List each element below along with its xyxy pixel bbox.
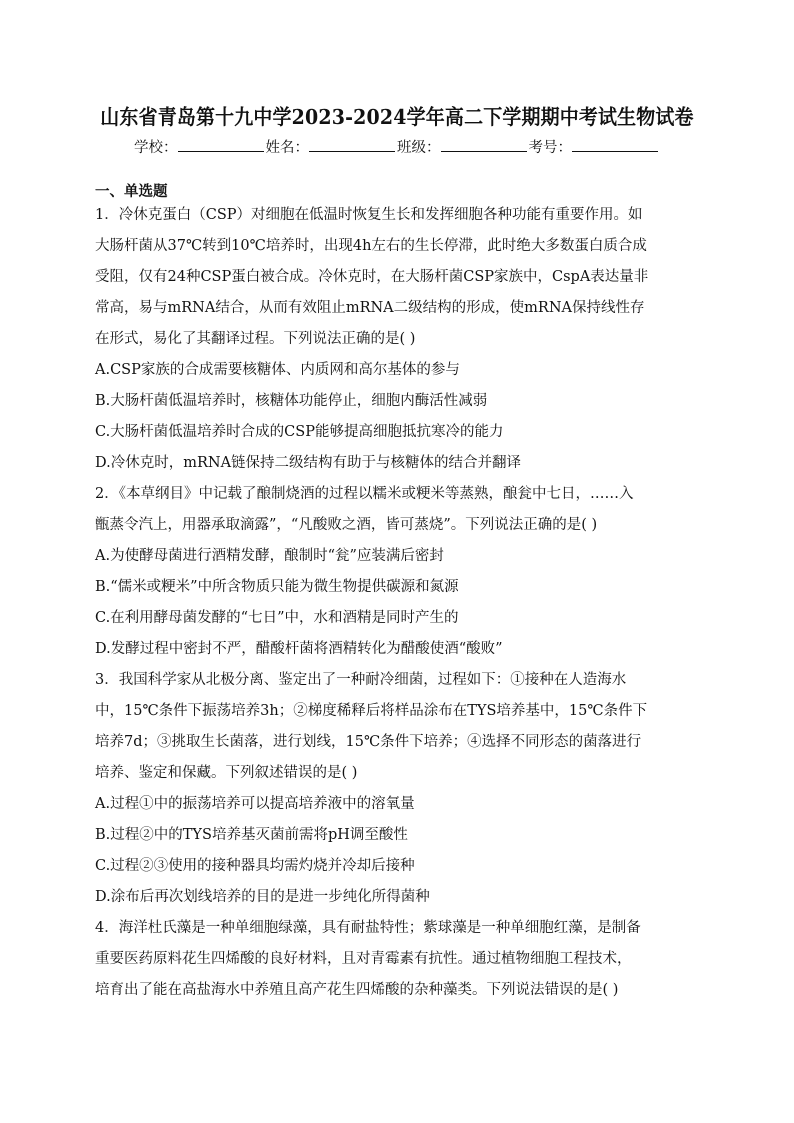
- q3-stem-line: 培养7d；③挑取生长菌落，进行划线，15℃条件下培养；④选择不同形态的菌落进行: [95, 734, 642, 750]
- q2-stem-line: 甑蒸令汽上，用器承取滴露”，“凡酸败之酒，皆可蒸烧”。下列说法正确的是( ): [95, 517, 598, 533]
- name-label: 姓名：: [265, 140, 309, 156]
- q3-option-b: B.过程②中的TYS培养基灭菌前需将pH调至酸性: [95, 827, 408, 843]
- q1-stem-line: 大肠杆菌从37℃转到10℃培养时，出现4h左右的生长停滞，此时绝大多数蛋白质合成: [95, 238, 647, 254]
- q4-stem-line: 4．海洋杜氏藻是一种单细胞绿藻，具有耐盐特性；紫球藻是一种单细胞红藻，是制备: [95, 920, 641, 936]
- q3-option-c: C.过程②③使用的接种器具均需灼烧并冷却后接种: [95, 858, 415, 874]
- exam-no-label: 考号：: [528, 140, 572, 156]
- q3-option-a: A.过程①中的振荡培养可以提高培养液中的溶氧量: [95, 796, 415, 812]
- q4-stem-line: 培育出了能在高盐海水中养殖且高产花生四烯酸的杂种藻类。下列说法错误的是( ): [95, 982, 619, 998]
- q2-stem-line: 2．《本草纲目》中记载了酿制烧酒的过程以糯米或粳米等蒸熟，酿瓮中七日，……入: [95, 486, 634, 502]
- q3-stem-line: 3．我国科学家从北极分离、鉴定出了一种耐冷细菌，过程如下：①接种在人造海水: [95, 672, 627, 688]
- q3-stem-line: 中，15℃条件下振荡培养3h；②梯度稀释后将样品涂布在TYS培养基中，15℃条件下: [95, 703, 648, 719]
- exam-no-blank[interactable]: [572, 136, 658, 152]
- section-heading: 一、单选题: [95, 183, 168, 200]
- q1-option-c: C.大肠杆菌低温培养时合成的CSP能够提高细胞抵抗寒冷的能力: [95, 424, 504, 440]
- q4-stem-line: 重要医药原料花生四烯酸的良好材料，且对青霉素有抗性。通过植物细胞工程技术，: [95, 951, 632, 967]
- q2-option-b: B.“儒米或粳米”中所含物质只能为微生物提供碳源和氮源: [95, 579, 459, 595]
- q2-option-a: A.为使酵母菌进行酒精发酵，酿制时“瓮”应装满后密封: [95, 548, 444, 564]
- q1-stem-line: 1．冷休克蛋白（CSP）对细胞在低温时恢复生长和发挥细胞各种功能有重要作用。如: [95, 207, 643, 223]
- name-blank[interactable]: [309, 136, 395, 152]
- student-info-row: [0, 136, 794, 157]
- q1-stem-line: 在形式，易化了其翻译过程。下列说法正确的是( ): [95, 331, 416, 347]
- q1-option-d: D.冷休克时，mRNA链保持二级结构有助于与核糖体的结合并翻译: [95, 455, 522, 471]
- class-label: 班级：: [397, 140, 441, 156]
- q3-stem-line: 培养、鉴定和保藏。下列叙述错误的是( ): [95, 765, 358, 781]
- q2-option-c: C.在利用酵母菌发酵的“七日”中，水和酒精是同时产生的: [95, 610, 459, 626]
- q1-option-b: B.大肠杆菌低温培养时，核糖体功能停止，细胞内酶活性减弱: [95, 393, 488, 409]
- q2-option-d: D.发酵过程中密封不严，醋酸杆菌将酒精转化为醋酸使酒“酸败”: [95, 641, 503, 657]
- q1-stem-line: 常高，易与mRNA结合，从而有效阻止mRNA二级结构的形成，使mRNA保持线性存: [95, 300, 645, 316]
- q1-stem-line: 受阻，仅有24种CSP蛋白被合成。冷休克时，在大肠杆菌CSP家族中，CspA表达量非: [95, 269, 649, 285]
- exam-title: 山东省青岛第十九中学2023-2024学年高二下学期期中考试生物试卷: [100, 105, 694, 129]
- class-blank[interactable]: [441, 136, 527, 152]
- school-blank[interactable]: [178, 136, 264, 152]
- q1-option-a: A.CSP家族的合成需要核糖体、内质网和高尔基体的参与: [95, 362, 460, 378]
- q3-option-d: D.涂布后再次划线培养的目的是进一步纯化所得菌种: [95, 889, 430, 905]
- school-label: 学校：: [134, 140, 178, 156]
